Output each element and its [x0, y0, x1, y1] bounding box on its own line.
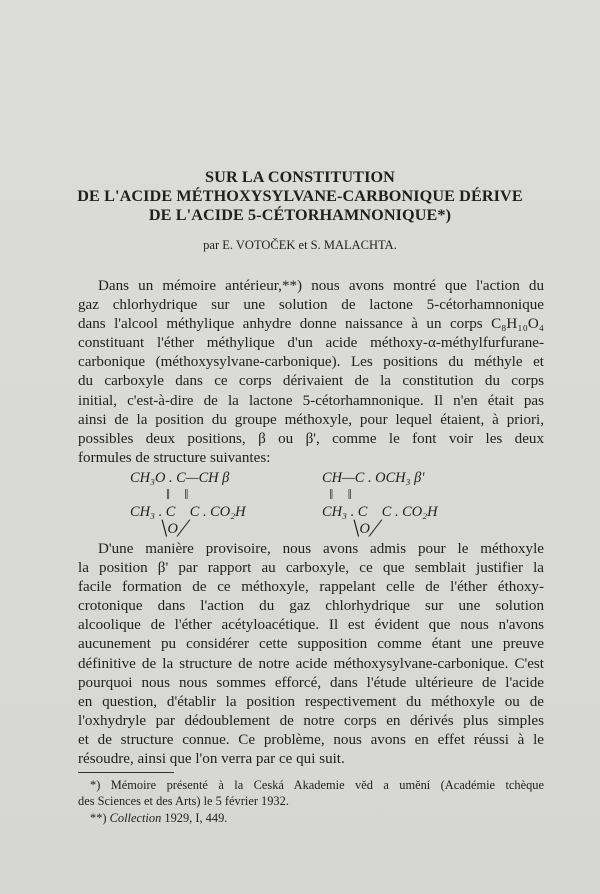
paragraph-2-line: définitive de la structure de notre acide méthoxysylvane-carbonique. C'est	[78, 655, 544, 672]
footnote-1-line: des Sciences et des Arts) le 5 février 1932.	[78, 794, 289, 808]
footnote-2-ref: 1929, I, 449.	[164, 811, 228, 825]
footnote-1-line: *) Mémoire présenté à la Ceská Akademie věd a umění (Académie tchèque	[90, 778, 544, 792]
authors: par E. VOTOČEK et S. MALACHTA.	[203, 238, 397, 252]
paragraph-2-line: résoudre, ainsi que l'on verra par ce qui suit.	[78, 751, 345, 768]
paragraph-2-line: la position β' par rapport au carboxyle, ce que semblait justifier la	[78, 560, 544, 577]
paragraph-2	[78, 540, 544, 769]
footnote-2-marker: **)	[90, 811, 107, 825]
paragraph-2-line: en question, d'établir la position respectivement du méthoxyle ou de	[78, 693, 544, 710]
paragraph-2-line: aucunement pu considérer cette supposition comme étant une preuve	[78, 636, 544, 653]
paragraph-2-line: crotonique dans l'action du gaz chlorhydrique sur une solution	[78, 598, 544, 615]
structural-formula-beta-prime: CH—C . OCH₃ β' ‖ ‖ CH₃ . C C . CO₂H ╲O╱	[322, 470, 438, 537]
paragraph-1-line: ainsi de la position du groupe méthoxyle, pour lequel étaient, à priori,	[78, 411, 544, 428]
paragraph-1-line: constituant l'éther méthylique d'un acide méthoxy-α-méthylfurfurane-	[78, 335, 544, 352]
paragraph-1-line: gaz chlorhydrique sur une solution de lactone 5-cétorhamnonique	[78, 297, 544, 314]
paragraph-1-line: du carboxyle dans ce corps dérivaient de la constitution du corps	[78, 373, 544, 390]
paragraph-1-line: carbonique (méthoxysylvane-carbonique). Les positions du méthyle et	[78, 354, 544, 371]
structural-formula-beta: CH₃O . C—CH β ‖ ‖ CH₃ . C C . CO₂H ╲O╱	[130, 470, 246, 537]
paragraph-2-line: pourquoi nous nous sommes efforcé, dans l'étude ultérieure de l'acide	[78, 674, 544, 691]
title-line-3: DE L'ACIDE 5-CÉTORHAMNONIQUE*)	[148, 206, 452, 224]
footnote-2	[78, 810, 556, 826]
paragraph-1	[78, 277, 544, 468]
article-title	[0, 168, 600, 225]
paragraph-2-line: facile formation de ce méthoxyle, rappelant celle de l'éther éthoxy-	[78, 579, 544, 596]
title-line-1: SUR LA CONSTITUTION	[205, 168, 395, 186]
paragraph-1-line: formules de structure suivantes:	[78, 449, 271, 466]
paragraph-2-line: l'oxhydryle par dédoublement de notre corps en dérivés plus simples	[78, 712, 544, 729]
paragraph-1-line: initial, c'est-à-dire de la lactone 5-cétorhamnonique. Il n'en était pas	[78, 392, 544, 409]
paragraph-1-line: dans l'alcool méthylique anhydre donne naissance à un corps C₈H₁₀O₄	[78, 316, 544, 333]
paragraph-2-line: et de structure connue. Ce problème, nous avons en effet réussi à le	[78, 731, 544, 748]
paragraph-1-line: possibles deux positions, β ou β', comme le font voir les deux	[78, 430, 544, 447]
paragraph-1-line: Dans un mémoire antérieur,**) nous avons montré que l'action du	[98, 278, 544, 294]
paragraph-2-line: D'une manière provisoire, nous avons admis pour le méthoxyle	[98, 541, 544, 557]
footnote-1	[78, 777, 544, 809]
paragraph-2-line: alcoolique de l'éther acétyloacétique. Il est évident que nous n'avons	[78, 617, 544, 634]
title-line-2: DE L'ACIDE MÉTHOXYSYLVANE-CARBONIQUE DÉRIVE	[77, 187, 523, 205]
footnote-2-journal: Collection	[109, 811, 162, 825]
footnote-divider	[78, 772, 174, 773]
